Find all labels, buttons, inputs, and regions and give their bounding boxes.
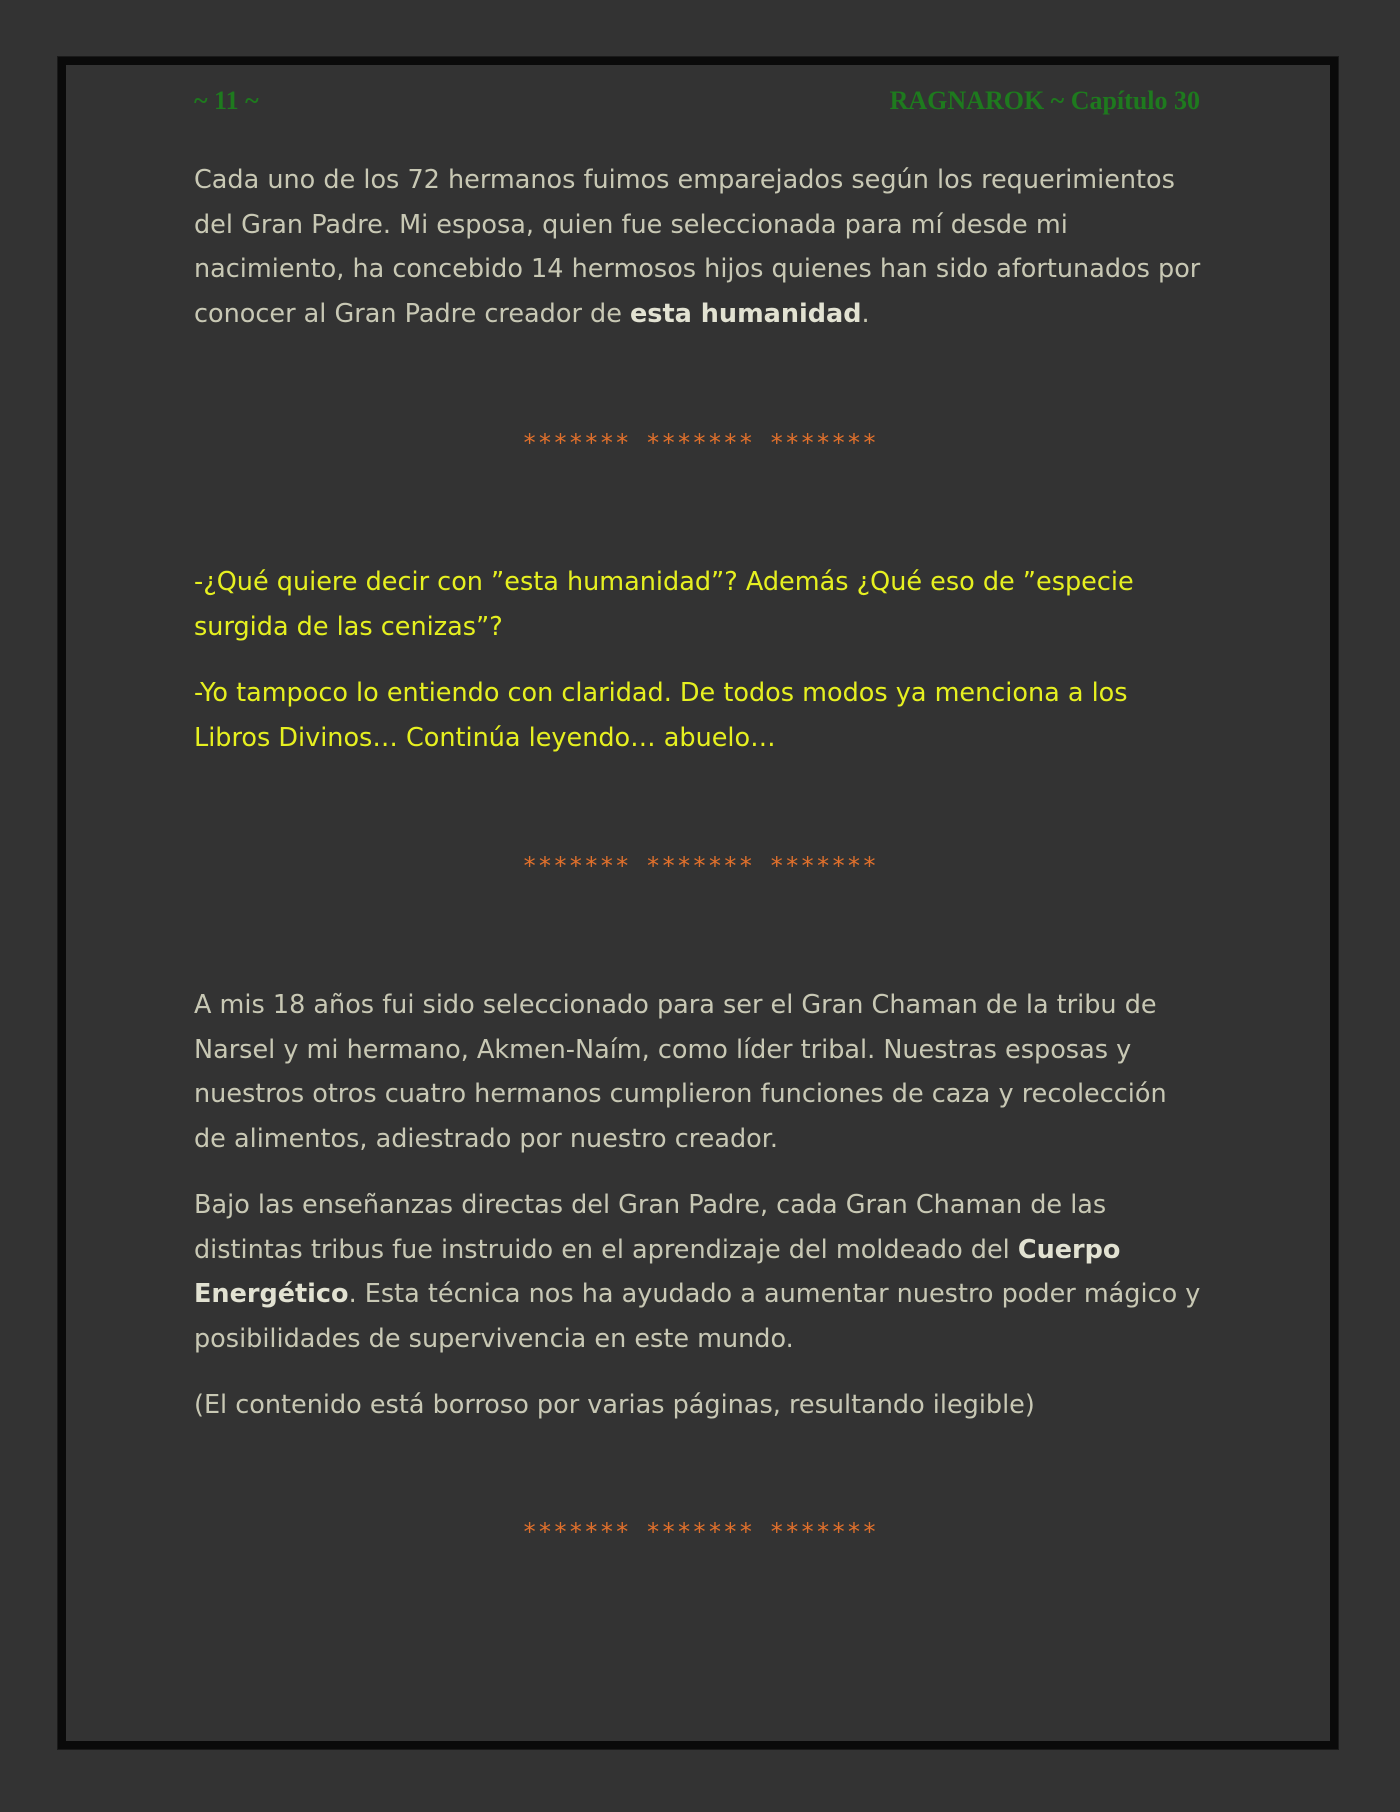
page-header [194, 86, 1200, 120]
running-title: RAGNAROK ~ Capítulo 30 [889, 86, 1200, 115]
paragraph-text: . Esta técnica nos ha ayudado a aumentar nuestro poder mágico y posibilidades de supervivencia en este mundo. [194, 1279, 1201, 1354]
paragraph-illegible-note: (El contenido está borroso por varias páginas, resultando ilegible) [194, 1390, 1035, 1420]
paragraph-energy-body [194, 1183, 1204, 1361]
bold-phrase: Cuerpo Energético [194, 1234, 1121, 1309]
section-separator: ******* ******* ******* [522, 429, 878, 457]
paragraph-text: . [861, 298, 870, 329]
paragraph-text: Bajo las enseñanzas directas del Gran Padre, cada Gran Chaman de las distintas tribus fue instruido en el aprendizaje del moldeado del [194, 1190, 1107, 1265]
bold-phrase: esta humanidad [630, 298, 862, 329]
paragraph-children [194, 158, 1204, 336]
section-separator: ******* ******* ******* [522, 852, 878, 880]
paragraph-text: Cada uno de los 72 hermanos fuimos emparejados según los requerimientos del Gran Padre. Mi esposa, quien fue seleccionada para mí desde mi nacimiento, ha concebido 14 hermosos hijos quienes han sido afortunados por conocer al Gran Padre creador de [194, 165, 1201, 329]
dialog-line-answer: -Yo tampoco lo entiendo con claridad. De todos modos ya menciona a los Libros Divinos… Continúa leyendo… abuelo… [194, 678, 1128, 753]
dialog-line-question: -¿Qué quiere decir con ”esta humanidad”? Además ¿Qué eso de ”especie surgida de las cenizas”? [194, 567, 1134, 642]
page-number: ~ 11 ~ [194, 86, 259, 115]
paragraph-chaman: A mis 18 años fui sido seleccionado para ser el Gran Chaman de la tribu de Narsel y mi hermano, Akmen-Naím, como líder tribal. Nuestras esposas y nuestros otros cuatro hermanos cumplieron funciones de caza y recolección de alimentos, adiestrado por nuestro creador. [194, 990, 1167, 1154]
section-separator: ******* ******* ******* [522, 1518, 878, 1546]
